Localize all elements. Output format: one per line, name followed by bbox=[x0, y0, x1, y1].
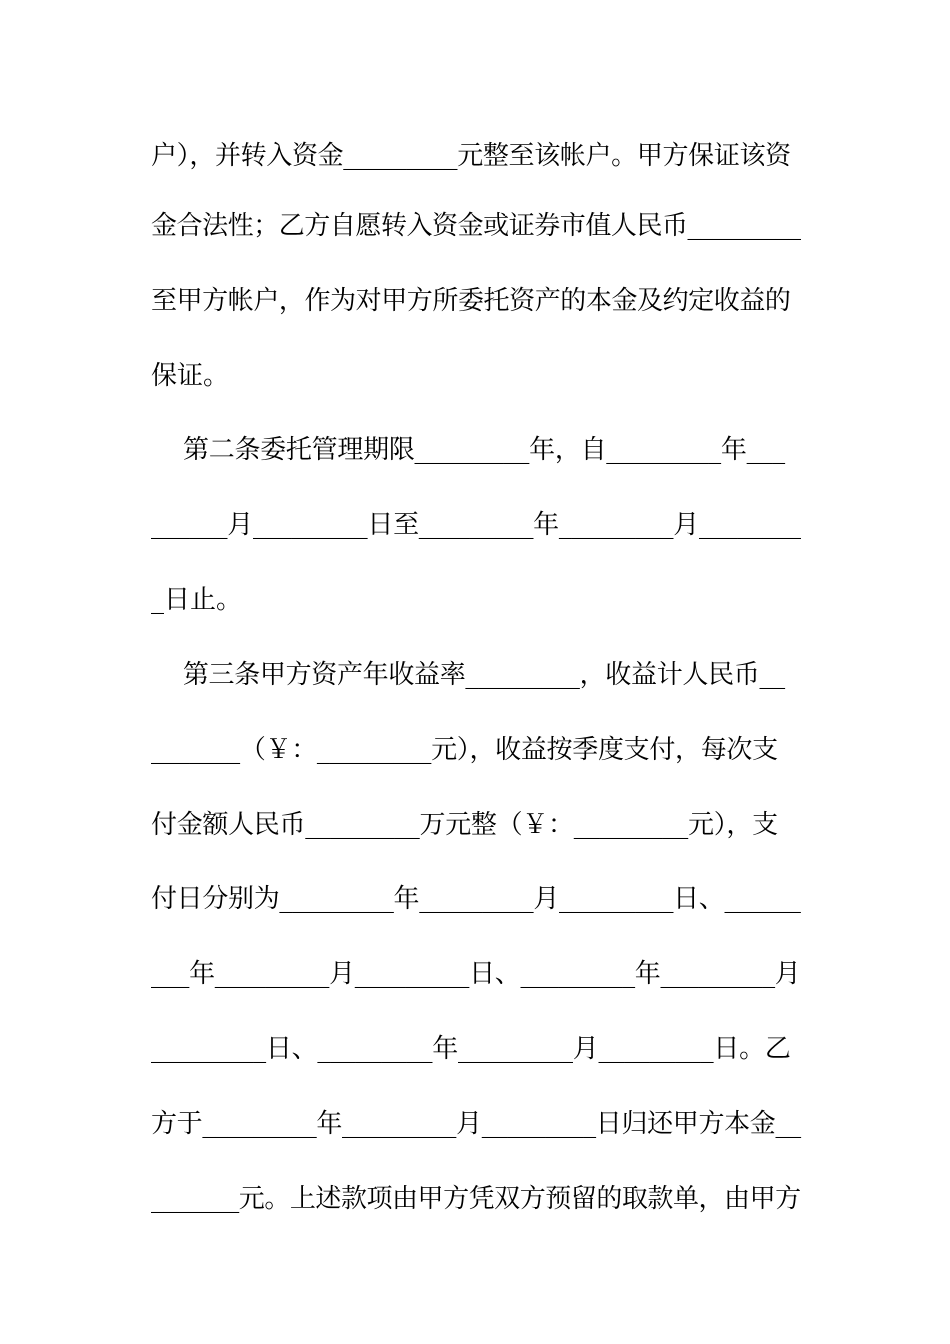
text-line-5: 第二条委托管理期限_________年，自_________年___ bbox=[151, 435, 785, 465]
text-line-13: _________日、_________年_________月_________日。乙 bbox=[151, 1034, 791, 1064]
text-line-1: 户），并转入资金_________元整至该帐户。甲方保证该资 bbox=[151, 141, 791, 171]
text-line-12: ___年_________月_________日、_________年_________月 bbox=[151, 959, 801, 989]
text-line-14: 方于_________年_________月_________日归还甲方本金__ bbox=[151, 1109, 801, 1139]
text-line-10: 付金额人民币_________万元整（￥：_________元），支 bbox=[151, 810, 778, 840]
text-line-8: 第三条甲方资产年收益率_________，收益计人民币__ bbox=[151, 660, 785, 690]
text-line-3: 至甲方帐户，作为对甲方所委托资产的本金及约定收益的 bbox=[151, 286, 791, 316]
text-line-4: 保证。 bbox=[151, 361, 230, 391]
text-line-2: 金合法性；乙方自愿转入资金或证券市值人民币_________ bbox=[151, 211, 801, 241]
text-line-11: 付日分别为_________年_________月_________日、______ bbox=[151, 884, 801, 914]
text-line-15: _______元。上述款项由甲方凭双方预留的取款单，由甲方 bbox=[151, 1184, 801, 1214]
text-line-9: _______（￥：_________元），收益按季度支付，每次支 bbox=[151, 735, 778, 765]
text-line-6: ______月_________日至_________年_________月________ bbox=[151, 510, 801, 540]
text-line-7: _日止。 bbox=[151, 585, 243, 615]
